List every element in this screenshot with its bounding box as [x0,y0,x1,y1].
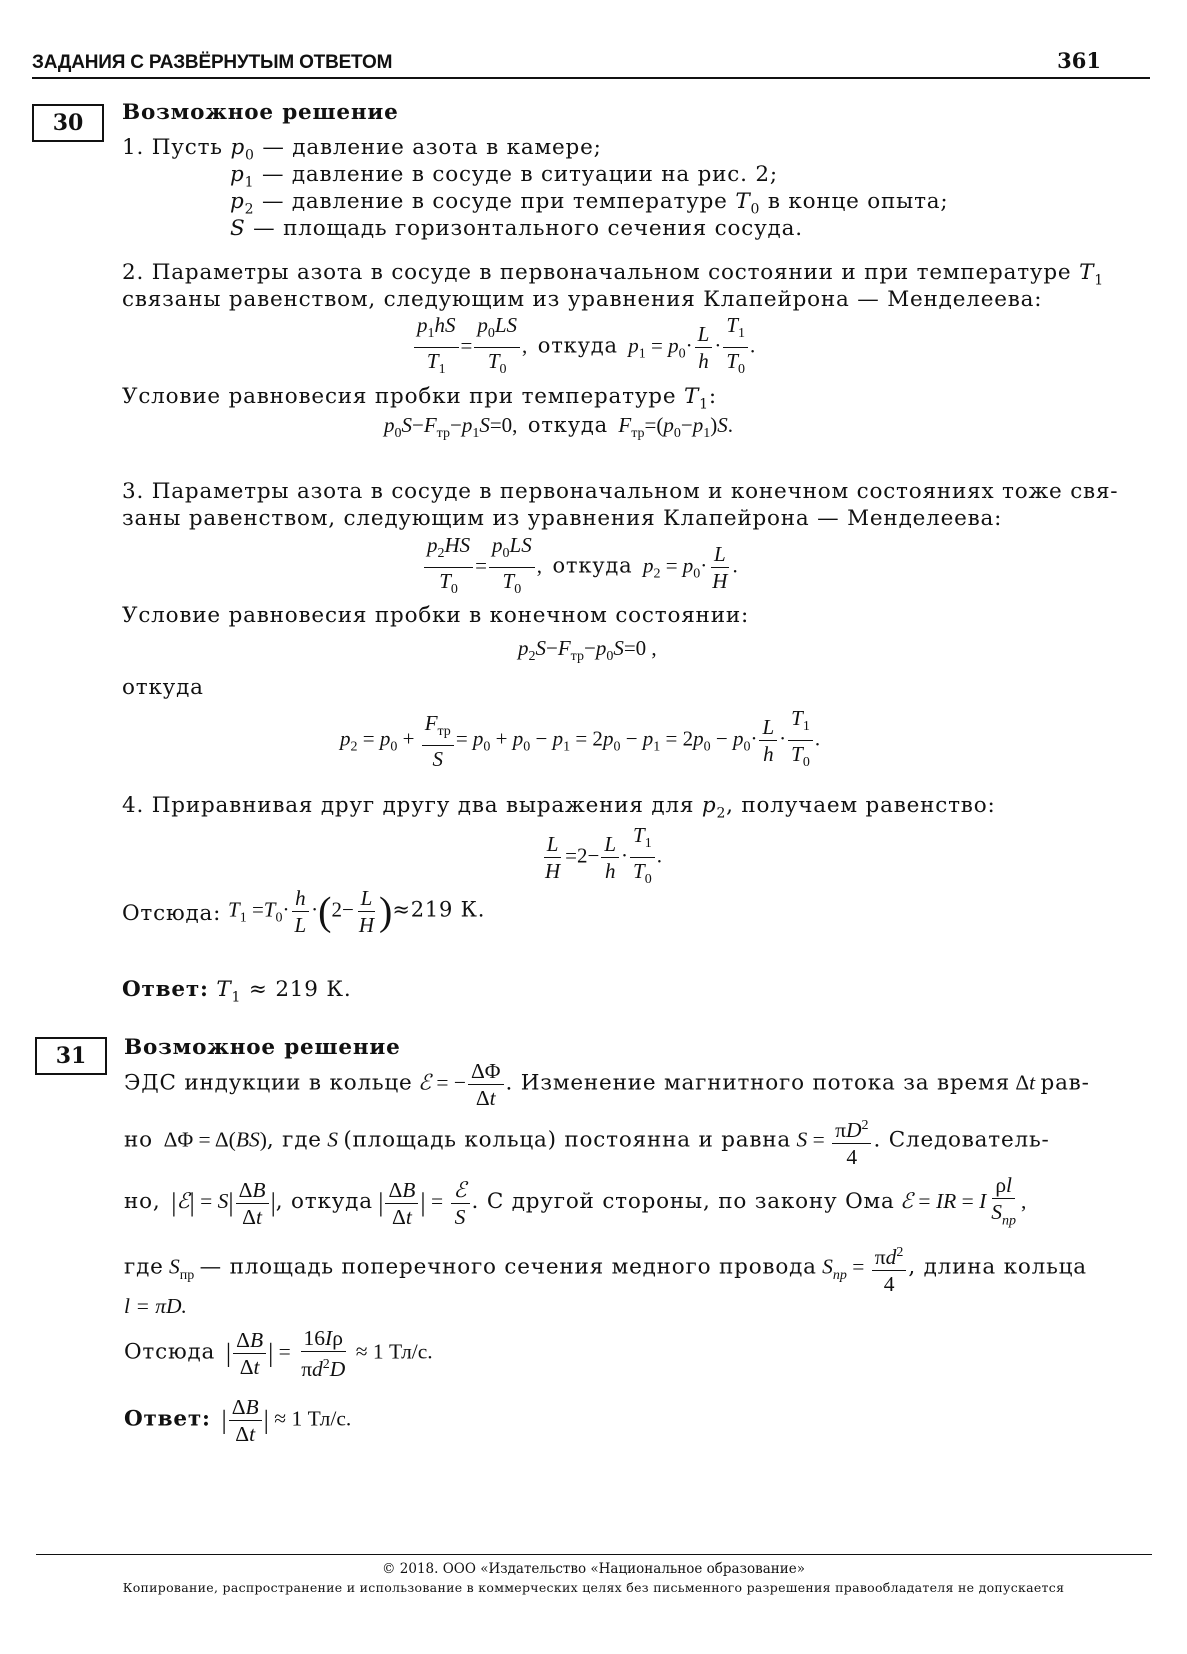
eq-equilibrium-1: $p_0S-F_{тр}-p_1S=0$, откуда $F_{тр}=(p_0-p_1)S$. [384,413,733,442]
s2-line-1: 2. Параметры азота в сосуде в первоначальном состоянии и при температуре $T_1$ [122,260,1104,289]
s1-line-3: $p_2$ — давление в сосуде при температуре $T_0$ в конце опыта; [230,189,949,218]
s3-equilibrium-label: Условие равновесия пробки в конечном состоянии: [122,603,749,628]
eq-equality: $\frac{L}{H}$ =2− $\frac{L}{h}$ · $\frac{T_1}{T_0}$ . [545,823,662,888]
task-31-number: 31 [35,1037,107,1075]
s2-line-2: связаны равенством, следующим из уравнения Клапейрона — Менделеева: [122,287,1043,312]
eq-equilibrium-2: $p_2S-F_{тр}-p_0S=0$ , [518,636,657,665]
task-30-answer: Ответ: $T_1 \approx 219$ К. [122,977,352,1006]
footer-copyright: © 2018. ООО «Издательство «Национальное образование» [381,1561,805,1577]
eq-clapeyron-2: $\frac{p_2HS}{T_0}$ = $\frac{p_0LS}{T_0}$ , откуда $p_2 = p_0\cdot$ $\frac{L}{H}$ . [422,532,738,603]
s3-line-1: 3. Параметры азота в сосуде в первоначальном и конечном состояниях тоже свя- [122,479,1119,504]
eq-t1-result: $T_1 =T_0\cdot$ $\frac{h}{L}$ ·(2− $\frac{L}{H}$ )≈219 К. [228,886,486,937]
t31-line-4: где $S_{пр}$ — площадь поперечного сечения медного провода $S_{пр}$ = $\frac{\pi d^2}{4}$ , длина кольца [124,1240,1087,1297]
header-rule [32,77,1150,79]
t31-line-3: но, |ℰ| = S| $\frac{\Delta B}{\Delta t}$ |, откуда | $\frac{\Delta B}{\Delta t}$ | = ℰ S . С другой стороны, по закону Ома ℰ = IR = I ρl $S_{пр}$ , [124,1173,1027,1229]
eq-p2-expansion: $p_2 = p_0$ + $F_{тр}$ S = $p_0 + p_0 - p_1 = 2p_0 - p_1 = 2p_0 - p_0\cdot$ $\frac{L}{h}$ · $\frac{T_1}{T_0}$ . [340,706,821,771]
s4-result-label: Отсюда: [122,901,222,926]
eq-clapeyron-1: $\frac{p_1hS}{T_1}$ = $\frac{p_0LS}{T_0}$ , откуда $p_1 = p_0\cdot$ $\frac{L}{h}$ · $\frac{T_1}{T_0}$ . [412,312,755,383]
s1-line-2: $p_1$ — давление в сосуде в ситуации на рис. 2; [230,162,778,191]
t31-line-2: но ΔΦ = Δ(BS), где S (площадь кольца) постоянна и равна S = $\frac{\pi D^2}{4}$ . Следователь- [124,1113,1050,1170]
s4-line: 4. Приравнивая друг другу два выражения для $p_2$, получаем равенство: [122,793,996,822]
footer-rule [36,1554,1152,1555]
task-31-heading: Возможное решение [124,1035,401,1060]
s1-line-4: S — площадь горизонтального сечения сосуда. [230,216,803,241]
s2-equilibrium-label: Условие равновесия пробки при температуре $T_1$: [122,384,717,413]
running-header: ЗАДАНИЯ С РАЗВЁРНУТЫМ ОТВЕТОМ [32,52,393,73]
t31-result: Отсюда | $\frac{\Delta B}{\Delta t}$ | = $\frac{16I\rho}{\pi d^2D}$ ≈ 1 Тл/с. [124,1326,433,1382]
task-31-answer: Ответ: | $\frac{\Delta B}{\Delta t}$ | ≈ 1 Тл/с. [124,1395,352,1446]
footer-notice: Копирование, распространение и использование в коммерческих целях без письменного разрешения правообладателя не допускается [122,1580,1065,1595]
s1-line-1: 1. Пусть $p_0$ — давление азота в камере; [122,135,602,164]
task-30-heading: Возможное решение [122,100,399,125]
s3-line-2: заны равенством, следующим из уравнения Клапейрона — Менделеева: [122,506,1003,531]
s3-whence: откуда [122,675,204,700]
t31-line-1: ЭДС индукции в кольце ℰ = − $\frac{\Delta\Phi}{\Delta t}$ . Изменение магнитного потока за время Δt рав- [124,1059,1090,1110]
t31-line-5: l = πD. [124,1294,187,1318]
task-30-number: 30 [32,104,104,142]
page-number: 361 [1057,48,1101,73]
